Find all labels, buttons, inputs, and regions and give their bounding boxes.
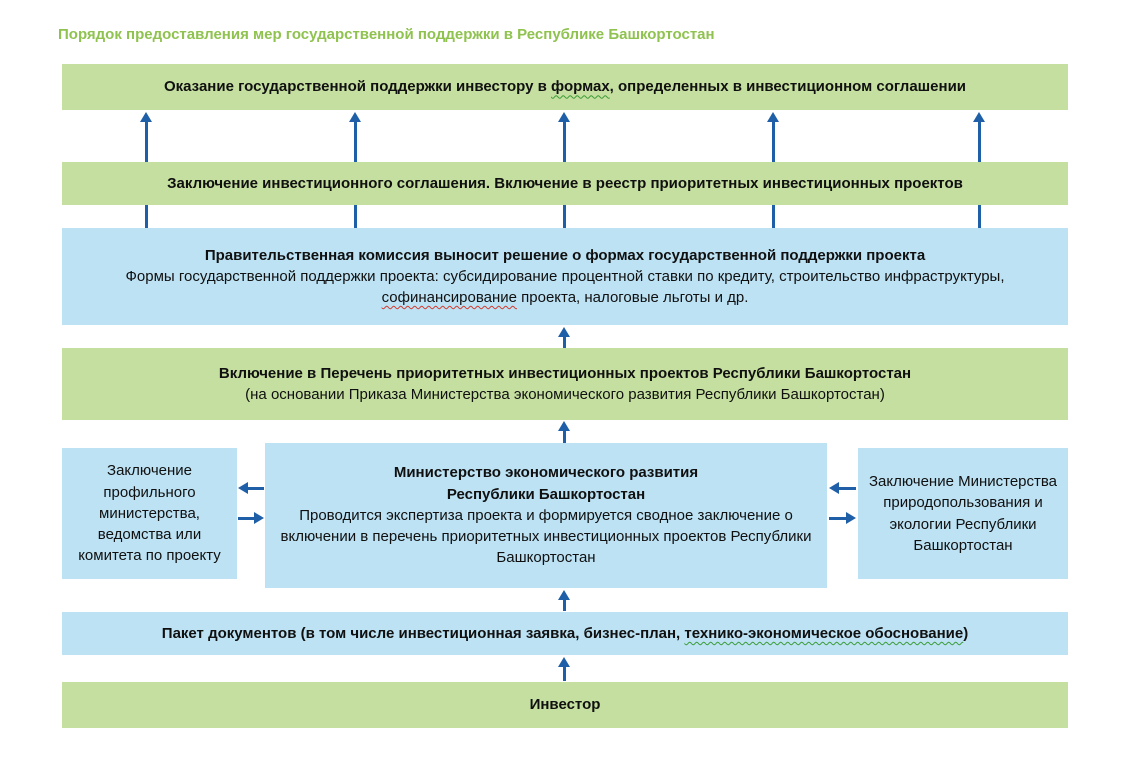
connector-line [145, 205, 148, 228]
support-forms-box [62, 64, 1068, 110]
economy-ministry-heading: Министерство экономического развития Республики Башкортостан [393, 464, 699, 503]
right-arrow-icon [829, 512, 856, 525]
left-arrow-icon [829, 482, 856, 495]
connector-line [354, 205, 357, 228]
ecology-ministry-conclusion-box [858, 448, 1068, 579]
economy-ministry-body: Проводится экспертиза проекта и формируется сводное заключение о включении в перечень приоритетных инвестиционных проектов Республики Башкортостан [280, 506, 812, 567]
up-arrow-icon [349, 112, 362, 162]
profile-ministry-conclusion-box [62, 448, 237, 579]
ecology-ministry-text: Заключение Министерства природопользования и экологии Республики Башкортостан [868, 472, 1058, 554]
up-arrow-icon [558, 590, 571, 611]
agreement-registry-box [62, 162, 1068, 205]
support-forms-text: Оказание государственной поддержки инвестору в формах, определенных в инвестиционном соглашении [163, 78, 967, 96]
economy-ministry-box [265, 443, 827, 588]
priority-list-subheading: (на основании Приказа Министерства экономического развития Республики Башкортостан) [245, 386, 885, 403]
priority-list-box [62, 348, 1068, 420]
right-arrow-icon [238, 512, 264, 525]
up-arrow-icon [558, 421, 571, 443]
up-arrow-icon [767, 112, 780, 162]
misspelled-word: формах [551, 78, 610, 96]
commission-heading: Правительственная комиссия выносит решение о формах государственной поддержки проекта [204, 246, 926, 264]
up-arrow-icon [558, 327, 571, 348]
up-arrow-icon [558, 657, 571, 681]
documents-package-text: Пакет документов (в том числе инвестиционная заявка, бизнес-план, технико-экономическое обоснование) [161, 624, 969, 642]
government-commission-box [62, 228, 1068, 325]
up-arrow-icon [140, 112, 153, 162]
commission-body: Формы государственной поддержки проекта: субсидирование процентной ставки по кредиту, строительство инфраструктуры, софинансирование проекта, налоговые льготы и др. [125, 267, 1005, 307]
up-arrow-icon [558, 112, 571, 162]
diagram-title: Порядок предоставления мер государственной поддержки в Республике Башкортостан [58, 26, 715, 43]
priority-list-heading: Включение в Перечень приоритетных инвестиционных проектов Республики Башкортостан [218, 364, 912, 382]
left-arrow-icon [238, 482, 264, 495]
misspelled-word: софинансирование [381, 289, 517, 307]
misspelled-word: технико-экономическое обоснование [684, 624, 964, 642]
connector-line [563, 205, 566, 228]
documents-package-box [62, 612, 1068, 655]
profile-ministry-text: Заключение профильного министерства, ведомства или комитета по проекту [78, 462, 221, 565]
up-arrow-icon [973, 112, 986, 162]
investor-text: Инвестор [529, 696, 601, 714]
agreement-registry-text: Заключение инвестиционного соглашения. Включение в реестр приоритетных инвестиционных проектов [167, 174, 963, 192]
connector-line [978, 205, 981, 228]
investor-box [62, 682, 1068, 728]
connector-line [772, 205, 775, 228]
